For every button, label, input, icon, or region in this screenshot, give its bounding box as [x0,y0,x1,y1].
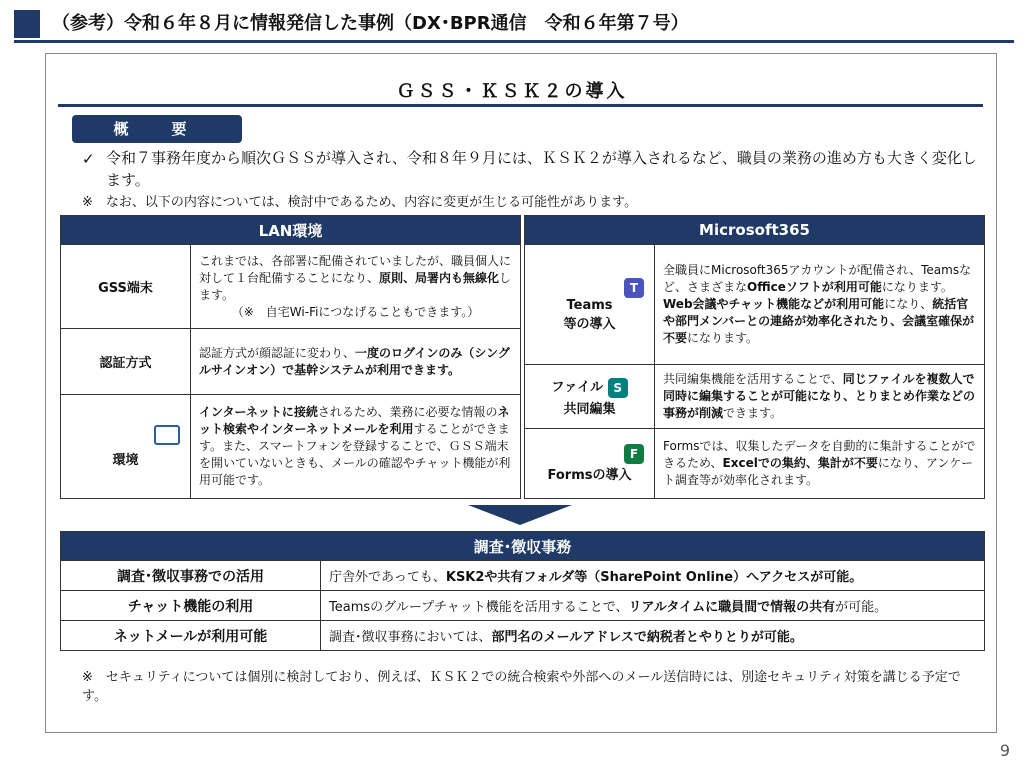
row-label: 調査･徴収事務での活用 [61,561,321,591]
ms365-header: Microsoft365 [525,216,985,245]
row-desc: 共同編集機能を活用することで、同じファイルを複数人で同時に編集することが可能になり、とりまとめ作業などの事務が削減できます。 [655,365,985,429]
overview-note: ※ なお、以下の内容については、検討中であるため、内容に変更が生じる可能性があります。 [82,195,638,210]
row-desc: Teamsのグループチャット機能を活用することで、リアルタイムに職員間で情報の共有が可能。 [321,591,985,621]
footer-note: ※ セキュリティについては個別に検討しており、例えば、ＫＳＫ２での統合検索や外部へのメール送信時には、別途セキュリティ対策を講じる予定です。 [82,670,961,704]
survey-header: 調査･徴収事務 [61,532,985,561]
title-rule [58,104,983,107]
overview-badge: 概 要 [72,115,242,143]
row-desc: 調査･徴収事務においては、部門名のメールアドレスで納税者とやりとりが可能。 [321,621,985,651]
down-arrow-icon [468,505,572,525]
table-row [61,591,985,621]
table-row [525,365,985,429]
table-row [61,245,521,329]
row-desc: これまでは、各部署に配備されていましたが、職員個人に対して１台配備することになり、原則、局署内も無線化します。 （※ 自宅Wi-Fiにつなげることもできます。） [191,245,521,329]
table-row [525,429,985,499]
overview-text: 令和７事務年度から順次ＧＳＳが導入され、令和８年９月には、ＫＳＫ２が導入されるなど、職員の業務の進め方も大きく変化します。 [106,149,977,189]
page-number: 9 [999,741,1010,760]
header-rule [14,40,1014,43]
row-label: ファイル S 共同編集 [525,365,655,429]
row-label: ネットメールが利用可能 [61,621,321,651]
ms365-table [524,215,985,499]
lan-table [60,215,521,499]
table-row [61,329,521,395]
sharepoint-icon: S [608,378,628,398]
row-label: 環境 [61,395,191,499]
row-label: GSS端末 [61,245,191,329]
main-title: ＧＳＳ・ＫＳＫ２の導入 [396,81,628,102]
check-icon: ✓ [82,150,95,168]
table-row [525,245,985,365]
lan-header: LAN環境 [61,216,521,245]
survey-table [60,531,985,651]
page-header-title: （参考）令和６年８月に情報発信した事例（DX･BPR通信 令和６年第７号） [52,13,689,34]
laptop-icon [61,425,190,449]
row-desc: インターネットに接続されるため、業務に必要な情報のネット検索やインターネットメールを利用することができます。また、スマートフォンを登録することで、ＧＳＳ端末を開いていないときも、メールの確認やチャット機能が利用可能です。 [191,395,521,499]
row-desc: 全職員にMicrosoft365アカウントが配備され、Teamsなど、さまざまなOfficeソフトが利用可能になります。 Web会議やチャット機能などが利用可能になり、統括官や部門メンバーとの連絡が効率化されたり、会議室確保が不要になります。 [655,245,985,365]
header-accent-bar [14,10,40,38]
table-row [61,561,985,591]
row-label: F Formsの導入 [525,429,655,499]
row-desc: Formsでは、収集したデータを自動的に集計することができるため、Excelでの集約、集計が不要になり、アンケート調査等が効率化されます。 [655,429,985,499]
row-label: チャット機能の利用 [61,591,321,621]
row-desc: 庁舎外であっても、KSK2や共有フォルダ等（SharePoint Online）へアクセスが可能。 [321,561,985,591]
row-desc: 認証方式が顔認証に変わり、一度のログインのみ（シングルサインオン）で基幹システムが利用できます。 [191,329,521,395]
row-label: 認証方式 [61,329,191,395]
forms-icon: F [624,444,644,464]
table-row [61,395,521,499]
row-label: T Teams 等の導入 [525,245,655,365]
teams-icon: T [624,278,644,298]
table-row [61,621,985,651]
